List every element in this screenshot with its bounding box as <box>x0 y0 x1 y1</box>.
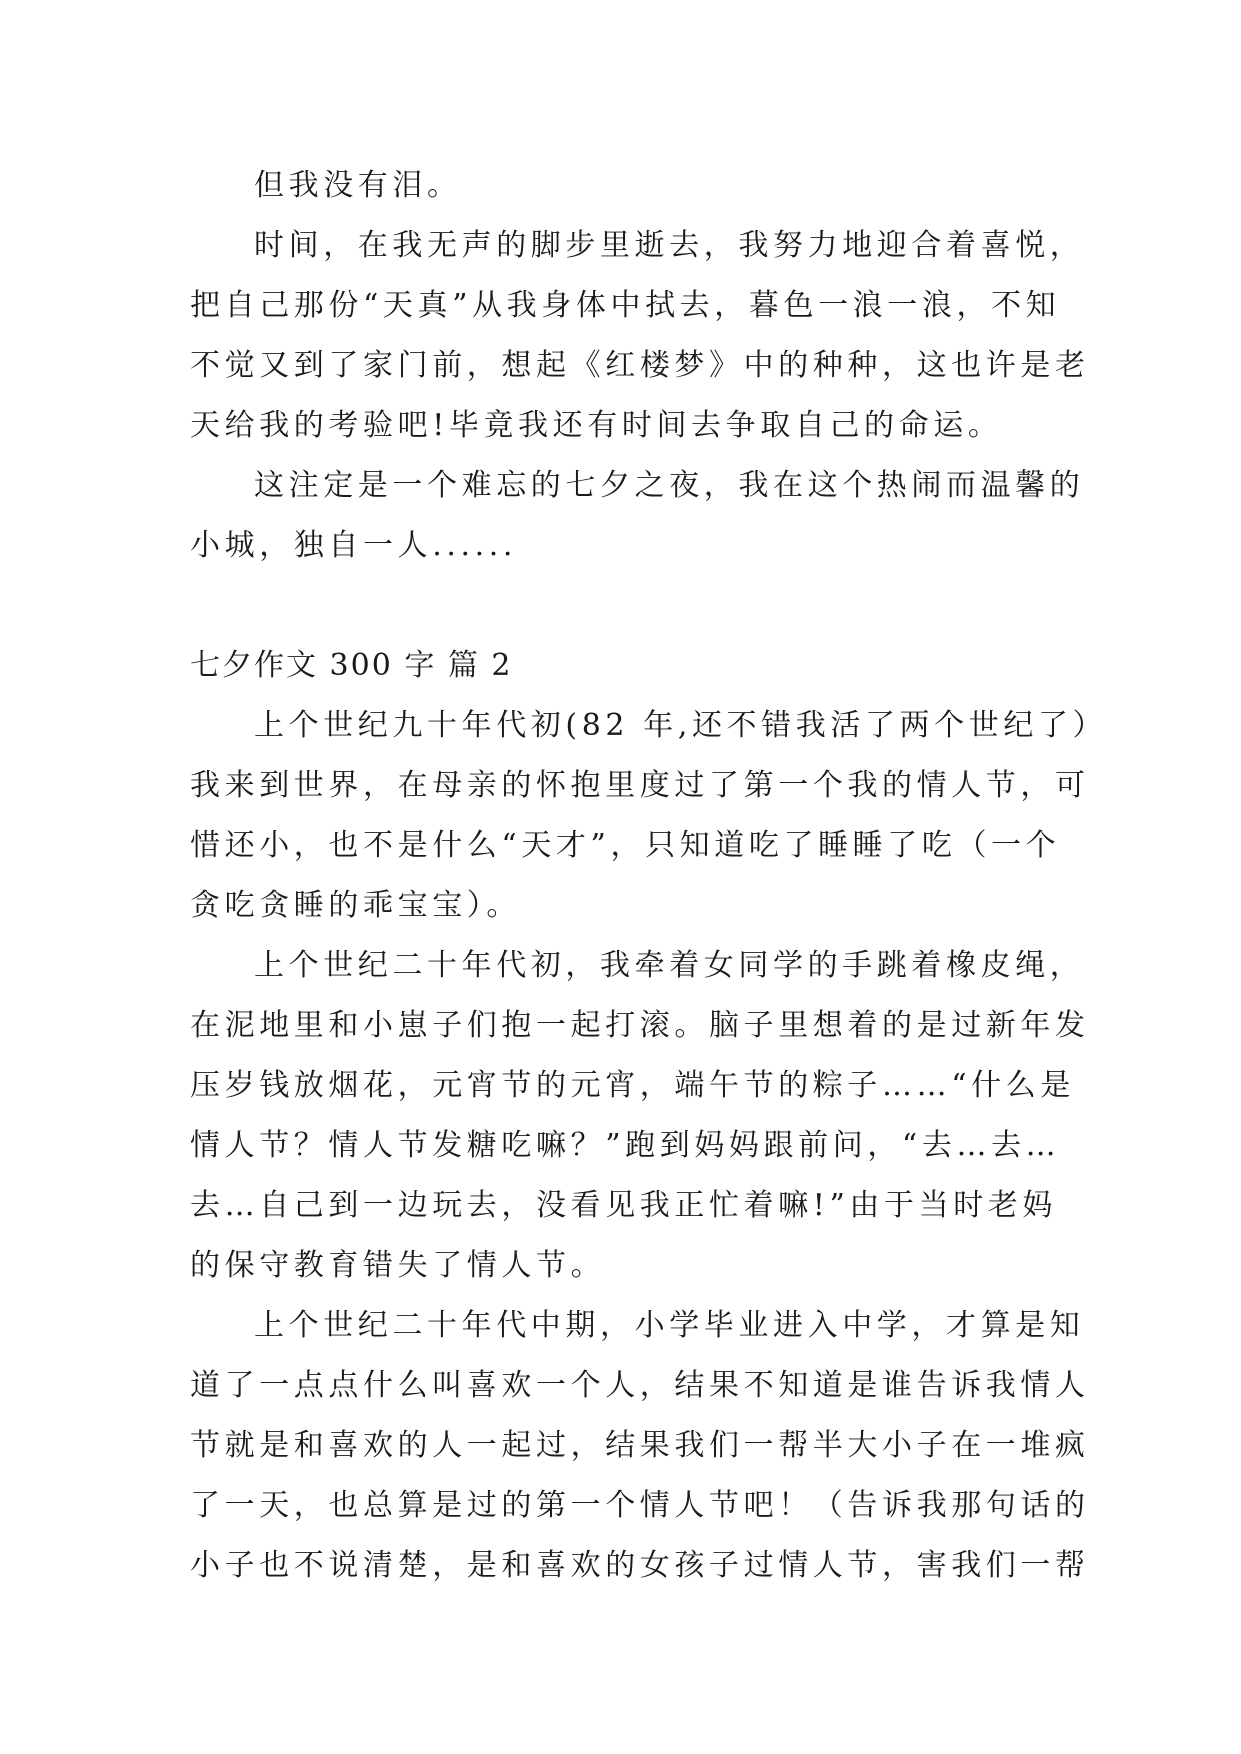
paragraph-line: 把自己那份“天真”从我身体中拭去，暮色一浪一浪，不知 <box>190 288 1061 323</box>
paragraph-line: 贪吃贪睡的乖宝宝）。 <box>190 888 521 923</box>
paragraph-line: 小城，独自一人...... <box>190 528 518 563</box>
paragraph-line: 了一天，也总算是过的第一个情人节吧！（告诉我那句话的 <box>190 1488 1090 1523</box>
paragraph-line: 这注定是一个难忘的七夕之夜，我在这个热闹而温馨的 <box>254 468 1085 503</box>
paragraph-line: 惜还小，也不是什么“天才”，只知道吃了睡睡了吃（一个 <box>190 828 1061 863</box>
paragraph-line: 小子也不说清楚，是和喜欢的女孩子过情人节，害我们一帮 <box>190 1548 1090 1583</box>
paragraph-line: 天给我的考验吧!毕竟我还有时间去争取自己的命运。 <box>190 408 1003 443</box>
paragraph-line: 压岁钱放烟花，元宵节的元宵，端午节的粽子……“什么是 <box>190 1068 1075 1103</box>
paragraph-line: 情人节？情人节发糖吃嘛？”跑到妈妈跟前问，“去…去… <box>190 1128 1061 1163</box>
paragraph-line: 我来到世界，在母亲的怀抱里度过了第一个我的情人节，可 <box>190 768 1090 803</box>
paragraph-line: 道了一点点什么叫喜欢一个人，结果不知道是谁告诉我情人 <box>190 1368 1090 1403</box>
paragraph-line: 在泥地里和小崽子们抱一起打滚。脑子里想着的是过新年发 <box>190 1008 1090 1043</box>
paragraph-line: 不觉又到了家门前，想起《红楼梦》中的种种，这也许是老 <box>190 348 1090 383</box>
paragraph-line: 时间，在我无声的脚步里逝去，我努力地迎合着喜悦， <box>254 228 1085 263</box>
paragraph-line: 上个世纪九十年代初(82 年,还不错我活了两个世纪了） <box>254 708 1108 743</box>
paragraph-line: 但我没有泪。 <box>254 168 462 203</box>
paragraph-line: 节就是和喜欢的人一起过，结果我们一帮半大小子在一堆疯 <box>190 1428 1090 1463</box>
section-heading: 七夕作文 300 字 篇 2 <box>190 648 513 683</box>
paragraph-line: 的保守教育错失了情人节。 <box>190 1248 606 1283</box>
paragraph-line: 上个世纪二十年代中期，小学毕业进入中学，才算是知 <box>254 1308 1085 1343</box>
paragraph-line: 上个世纪二十年代初，我牵着女同学的手跳着橡皮绳， <box>254 948 1085 983</box>
paragraph-line: 去…自己到一边玩去，没看见我正忙着嘛!”由于当时老妈 <box>190 1188 1057 1223</box>
